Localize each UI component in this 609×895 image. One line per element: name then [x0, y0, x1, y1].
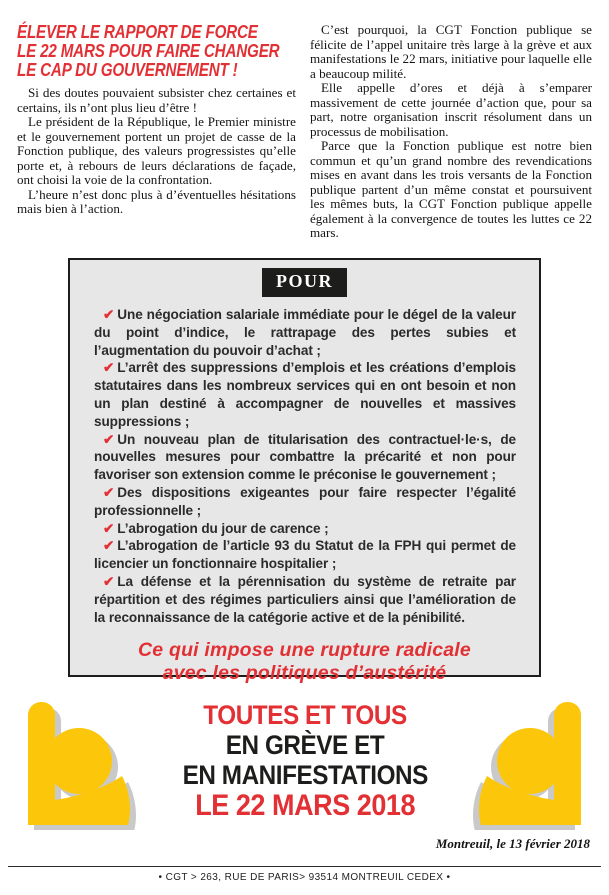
demand-item — [94, 306, 516, 359]
footer-divider — [8, 866, 601, 867]
demand-text: Des dispositions exigeantes pour faire respecter l’égalité professionnelle ; — [94, 484, 516, 518]
check-icon: ✔ — [103, 573, 115, 589]
footer-address: • CGT > 263, RUE DE PARIS> 93514 MONTREUIL CEDEX • — [158, 872, 451, 883]
intro-paragraph: Le président de la République, le Premier ministre et le gouvernement portent un projet de casse de la Fonction publique, des valeurs progressistes qu’elle porte et, à rebours de leurs déclarations de façade, ont choisi la voie de la confrontation. — [17, 114, 296, 187]
check-icon: ✔ — [103, 520, 115, 536]
intro-paragraph: C’est pourquoi, la CGT Fonction publique se félicite de l’appel unitaire très large à la grève et aux manifestations le 22 mars, initiative pour laquelle elle a beaucoup milité. — [310, 22, 592, 81]
demand-item — [94, 431, 516, 484]
demand-text: La défense et la pérennisation du système de retraite par répartition et des régimes particuliers ainsi que l’amélioration de la reconnaissance de la catégorie active et de la pénibilité. — [94, 573, 516, 625]
headline-line: ÉLEVER LE RAPPORT DE FORCE — [17, 21, 258, 42]
check-icon: ✔ — [103, 307, 115, 322]
demand-text: L’abrogation de l’article 93 du Statut de la FPH qui permet de licencier un fonctionnaire hospitalier ; — [94, 538, 516, 572]
intro-paragraph: Si des doutes pouvaient subsister chez certaines et certains, ils n’ont plus lieu d’être ! — [17, 85, 296, 115]
call-to-action-banner — [138, 700, 472, 821]
demand-text: Une négociation salariale immédiate pour le dégel de la valeur du point d’indice, le rattrapage des pertes subies et l’augmentation du pouvoir d’achat ; — [94, 307, 516, 358]
person-silhouette-icon — [20, 702, 138, 830]
demands-box — [68, 258, 541, 685]
demand-text: L’abrogation du jour de carence ; — [117, 520, 329, 536]
demands-box-header — [70, 268, 539, 297]
demand-text: L’arrêt des suppressions d’emplois et les créations d’emplois statutaires dans les nombreux services qui en ont besoin et non un plan destiné à accompagner de nouvelles et massives suppressions ; — [94, 360, 516, 429]
intro-paragraph: L’heure n’est donc plus à d’éventuelles hésitations mais bien à l’action. — [17, 186, 296, 216]
intro-paragraph: Parce que la Fonction publique est notre bien commun et qu’un grand nombre des revendications mises en avant dans les trois versants de la Fonction publique partent d’un même constat et poursuivent les mêmes buts, la CGT Fonction publique appelle également à la convergence de toutes les luttes ce 22 mars. — [310, 138, 592, 240]
demand-item — [94, 359, 516, 430]
pour-title: POUR — [262, 268, 347, 297]
banner-line: TOUTES ET TOUS — [203, 700, 407, 730]
intro-right-column — [310, 23, 592, 241]
intro-left-column — [17, 22, 296, 217]
check-icon: ✔ — [103, 484, 115, 500]
person-silhouette-icon — [471, 702, 589, 830]
banner-line: LE 22 MARS 2018 — [195, 789, 415, 822]
demand-item — [94, 520, 516, 538]
check-icon: ✔ — [103, 538, 115, 554]
demand-item — [94, 573, 516, 626]
banner-line: EN MANIFESTATIONS — [182, 760, 428, 790]
demand-text: Un nouveau plan de titularisation des contractuel·le·s, de nouvelles mesures pour combattre la précarité et non pour favoriser son extension comme le préconise le gouvernement ; — [94, 431, 516, 483]
demand-item — [94, 537, 516, 573]
closing-slogan-line: Ce qui impose une rupture radicale — [138, 639, 471, 662]
banner-line: EN GRÈVE ET — [225, 730, 385, 760]
check-icon: ✔ — [103, 360, 115, 376]
headline-line: LE CAP DU GOUVERNEMENT ! — [17, 59, 238, 80]
closing-slogan-line: avec les politiques d’austérité — [162, 662, 447, 685]
intro-paragraph: Elle appelle d’ores et déjà à s’emparer massivement de cette journée d’action que, pour sa part, notre organisation inscrit résolument dans un processus de mobilisation. — [310, 80, 592, 139]
dateline: Montreuil, le 13 février 2018 — [435, 836, 590, 851]
headline — [17, 21, 280, 80]
demands-list — [94, 306, 516, 626]
demand-item — [94, 484, 516, 520]
closing-slogan — [70, 639, 539, 685]
check-icon: ✔ — [103, 431, 115, 447]
headline-line: LE 22 MARS POUR FAIRE CHANGER — [17, 40, 280, 61]
